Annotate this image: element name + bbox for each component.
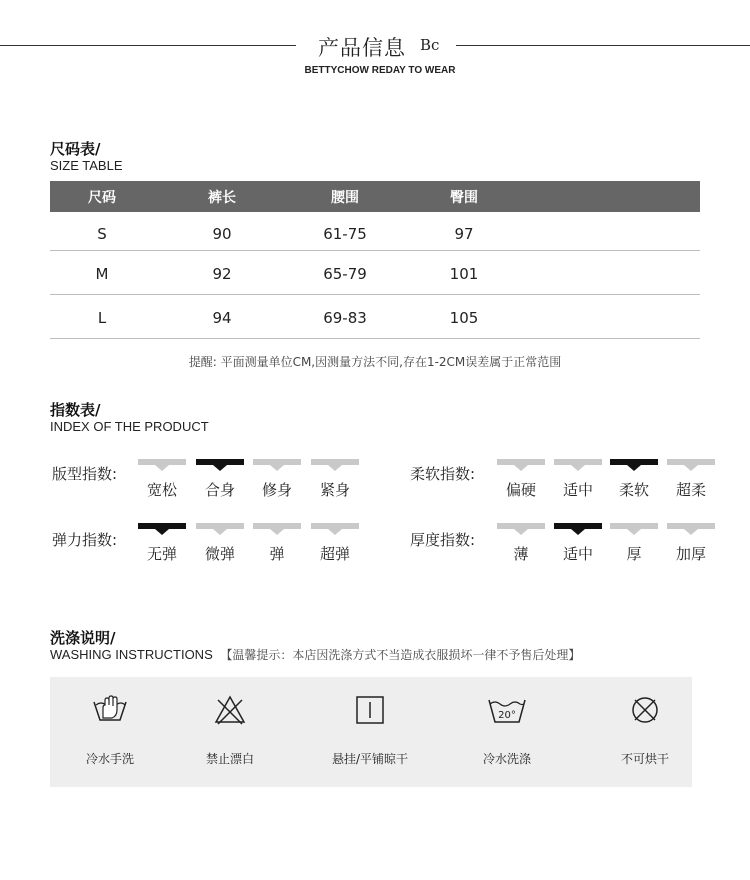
size-table-header xyxy=(50,181,700,212)
indicator-bar xyxy=(554,459,602,465)
wash-item xyxy=(310,677,430,787)
column-header: 尺码 xyxy=(88,190,116,206)
indicator-arrow xyxy=(328,465,342,471)
hand-wash-icon xyxy=(92,694,128,726)
option-label: 加厚 xyxy=(675,545,706,563)
index-subtitle: INDEX OF THE PRODUCT xyxy=(50,419,209,434)
table-cell: 69-83 xyxy=(323,309,367,327)
wash-item xyxy=(447,677,567,787)
indicator-bar xyxy=(196,459,244,465)
indicator-bar xyxy=(497,459,545,465)
fit-index-option xyxy=(311,459,359,499)
softness-index-option xyxy=(554,459,602,499)
thickness-index-option xyxy=(554,523,602,563)
option-label: 宽松 xyxy=(146,481,177,499)
indicator-bar xyxy=(610,459,658,465)
washing-subtitle-text: WASHING INSTRUCTIONS xyxy=(50,647,213,662)
indicator-arrow xyxy=(514,465,528,471)
size-table-subtitle: SIZE TABLE xyxy=(50,158,123,173)
indicator-arrow xyxy=(571,529,585,535)
indicator-bar xyxy=(311,523,359,529)
softness-index-option xyxy=(497,459,545,499)
elasticity-index-option xyxy=(253,523,301,563)
table-cell: 94 xyxy=(212,309,232,327)
wash-item-label: 禁止漂白 xyxy=(205,752,254,766)
wash-item xyxy=(50,677,170,787)
table-row xyxy=(50,212,700,251)
indicator-bar xyxy=(497,523,545,529)
wash-item xyxy=(585,677,705,787)
option-label: 厚 xyxy=(626,545,642,563)
indicator-arrow xyxy=(684,529,698,535)
option-label: 适中 xyxy=(562,545,593,563)
indicator-arrow xyxy=(155,529,169,535)
option-label: 超柔 xyxy=(675,481,706,499)
washing-title: 洗涤说明/ xyxy=(50,629,116,647)
table-cell: S xyxy=(97,225,107,243)
column-header: 腰围 xyxy=(331,190,359,206)
elasticity-index-option xyxy=(138,523,186,563)
option-label: 无弹 xyxy=(146,545,177,563)
index-title: 指数表/ xyxy=(50,401,101,419)
indicator-arrow xyxy=(270,529,284,535)
option-label: 柔软 xyxy=(618,481,649,499)
washing-subtitle xyxy=(50,646,580,663)
wash-item-label: 冷水洗涤 xyxy=(482,752,531,766)
header-line-left xyxy=(0,45,296,46)
column-header: 裤长 xyxy=(208,190,236,206)
table-cell: 97 xyxy=(454,225,474,243)
table-row xyxy=(50,251,700,295)
option-label: 合身 xyxy=(204,481,235,499)
column-header: 臀围 xyxy=(450,190,478,206)
indicator-arrow xyxy=(571,465,585,471)
fit-index-label: 版型指数: xyxy=(52,465,118,483)
indicator-arrow xyxy=(155,465,169,471)
brand-subtitle: BETTYCHOW REDAY TO WEAR xyxy=(304,65,456,76)
brand-logo: Bc xyxy=(420,36,440,54)
indicator-bar xyxy=(554,523,602,529)
no-bleach-icon xyxy=(212,694,248,726)
indicator-arrow xyxy=(213,465,227,471)
elasticity-index-label: 弹力指数: xyxy=(52,531,118,549)
fit-index-option xyxy=(253,459,301,499)
wash-temperature: 20° xyxy=(498,710,516,721)
softness-index-option xyxy=(667,459,715,499)
softness-index-option xyxy=(610,459,658,499)
page-title: 产品信息 xyxy=(318,36,406,60)
table-cell: 105 xyxy=(449,309,479,327)
cold-wash-icon xyxy=(487,694,527,726)
table-cell: M xyxy=(95,265,109,283)
option-label: 紧身 xyxy=(319,481,350,499)
option-label: 薄 xyxy=(513,545,529,563)
thickness-index-label: 厚度指数: xyxy=(410,531,476,549)
no-tumble-dry-icon xyxy=(627,694,663,726)
indicator-arrow xyxy=(213,529,227,535)
indicator-arrow xyxy=(270,465,284,471)
indicator-bar xyxy=(138,523,186,529)
indicator-bar xyxy=(610,523,658,529)
table-cell: 90 xyxy=(212,225,232,243)
size-table xyxy=(50,181,700,339)
indicator-bar xyxy=(311,459,359,465)
table-cell: 61-75 xyxy=(323,225,367,243)
softness-index-label: 柔软指数: xyxy=(410,465,476,483)
washing-panel xyxy=(50,677,692,787)
wash-item xyxy=(170,677,290,787)
indicator-bar xyxy=(667,459,715,465)
indicator-arrow xyxy=(627,529,641,535)
indicator-bar xyxy=(253,523,301,529)
table-cell: 65-79 xyxy=(323,265,367,283)
elasticity-index-option xyxy=(196,523,244,563)
table-cell: 92 xyxy=(212,265,232,283)
table-cell: 101 xyxy=(449,265,479,283)
indicator-arrow xyxy=(627,465,641,471)
elasticity-index-option xyxy=(311,523,359,563)
indicator-arrow xyxy=(328,529,342,535)
option-label: 修身 xyxy=(261,481,292,499)
header-line-right xyxy=(456,45,750,46)
option-label: 偏硬 xyxy=(505,481,536,499)
thickness-index-option xyxy=(497,523,545,563)
washing-notice: 【温馨提示：本店因洗涤方式不当造成衣服损坏一律不予售后处理】 xyxy=(220,648,581,662)
size-table-title: 尺码表/ xyxy=(50,140,101,158)
table-row xyxy=(50,295,700,339)
indicator-bar xyxy=(667,523,715,529)
hang-dry-icon xyxy=(352,694,388,726)
option-label: 微弹 xyxy=(204,545,235,563)
size-note: 提醒: 平面测量单位CM,因测量方法不同,存在1-2CM误差属于正常范围 xyxy=(188,355,562,369)
wash-item-label: 悬挂/平铺晾干 xyxy=(331,752,409,766)
wash-item-label: 冷水手洗 xyxy=(85,752,134,766)
indicator-arrow xyxy=(514,529,528,535)
wash-item-label: 不可烘干 xyxy=(620,752,669,766)
thickness-index-option xyxy=(610,523,658,563)
thickness-index-option xyxy=(667,523,715,563)
option-label: 适中 xyxy=(562,481,593,499)
fit-index-option xyxy=(196,459,244,499)
option-label: 超弹 xyxy=(319,545,350,563)
indicator-arrow xyxy=(684,465,698,471)
indicator-bar xyxy=(253,459,301,465)
table-cell: L xyxy=(97,309,107,327)
option-label: 弹 xyxy=(269,545,285,563)
fit-index-option xyxy=(138,459,186,499)
indicator-bar xyxy=(196,523,244,529)
indicator-bar xyxy=(138,459,186,465)
